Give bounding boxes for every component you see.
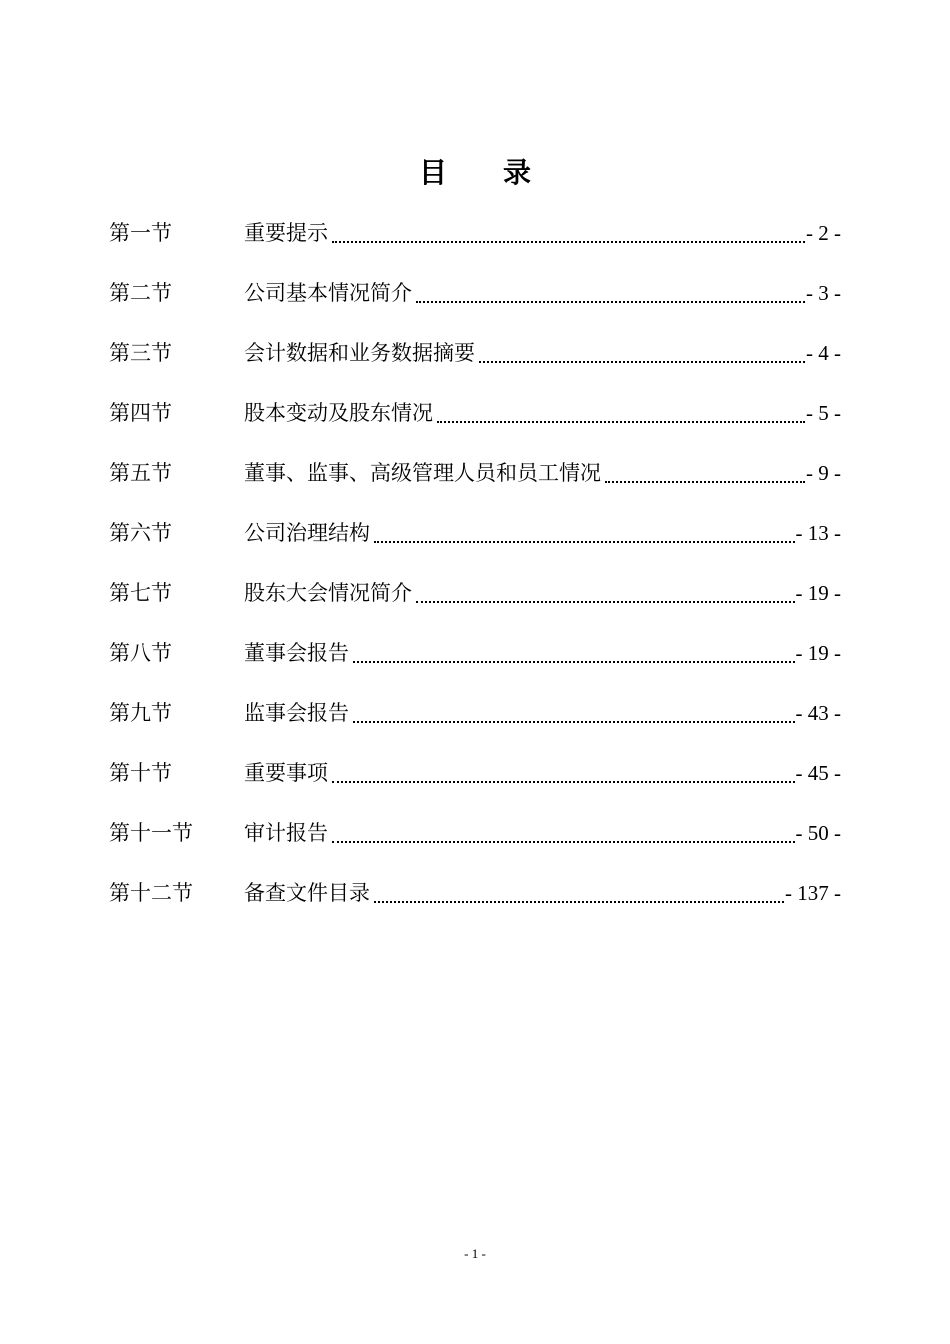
toc-section-title: 审计报告	[244, 821, 328, 845]
toc-page-number: - 137 -	[785, 881, 841, 905]
toc-entry-1[interactable]	[109, 192, 841, 252]
toc-section-number: 第一节	[109, 221, 172, 245]
toc-dot-leader	[332, 780, 795, 783]
toc-page-number: - 43 -	[795, 701, 841, 725]
toc-section-title: 重要提示	[244, 221, 328, 245]
toc-dot-leader	[416, 600, 795, 603]
toc-page-number: - 4 -	[806, 341, 841, 365]
toc-page-number: - 5 -	[806, 401, 841, 425]
toc-section-title: 重要事项	[244, 761, 328, 785]
toc-dot-leader	[479, 360, 805, 363]
toc-section-number: 第二节	[109, 281, 172, 305]
toc-entry-2[interactable]	[109, 252, 841, 312]
toc-entry-4[interactable]	[109, 372, 841, 432]
toc-dot-leader	[332, 240, 805, 243]
title-char-1: 目	[418, 155, 447, 189]
toc-section-title: 董事会报告	[244, 641, 349, 665]
toc-section-title: 监事会报告	[244, 701, 349, 725]
toc-entry-5[interactable]	[109, 432, 841, 492]
page-title	[0, 151, 950, 195]
title-char-2: 录	[503, 155, 532, 189]
toc-page-number: - 19 -	[795, 641, 841, 665]
toc-section-number: 第三节	[109, 341, 172, 365]
toc-page-number: - 19 -	[795, 581, 841, 605]
toc-page-number: - 45 -	[795, 761, 841, 785]
toc-section-title: 股东大会情况简介	[244, 581, 412, 605]
toc-dot-leader	[416, 300, 805, 303]
toc-section-number: 第十节	[109, 761, 172, 785]
toc-section-number: 第六节	[109, 521, 172, 545]
toc-page-number: - 13 -	[795, 521, 841, 545]
toc-section-number: 第十一节	[109, 821, 193, 845]
toc-dot-leader	[353, 660, 795, 663]
toc-page-number: - 3 -	[806, 281, 841, 305]
toc-dot-leader	[437, 420, 805, 423]
toc-dot-leader	[374, 900, 784, 903]
toc-page-number: - 2 -	[806, 221, 841, 245]
toc-entry-7[interactable]	[109, 552, 841, 612]
toc-dot-leader	[353, 720, 795, 723]
toc-section-number: 第九节	[109, 701, 172, 725]
toc-section-number: 第八节	[109, 641, 172, 665]
toc-section-title: 会计数据和业务数据摘要	[244, 341, 475, 365]
toc-page-number: - 9 -	[806, 461, 841, 485]
toc-entry-11[interactable]	[109, 792, 841, 852]
toc-entry-3[interactable]	[109, 312, 841, 372]
toc-page-number: - 50 -	[795, 821, 841, 845]
toc-entry-10[interactable]	[109, 732, 841, 792]
toc-section-title: 备查文件目录	[244, 881, 370, 905]
table-of-contents	[109, 192, 841, 912]
toc-section-number: 第十二节	[109, 881, 193, 905]
toc-section-title: 公司治理结构	[244, 521, 370, 545]
toc-entry-8[interactable]	[109, 612, 841, 672]
toc-dot-leader	[374, 540, 795, 543]
toc-section-title: 公司基本情况简介	[244, 281, 412, 305]
toc-entry-6[interactable]	[109, 492, 841, 552]
page-footer-number: - 1 -	[464, 1246, 486, 1261]
toc-entry-12[interactable]	[109, 852, 841, 912]
toc-section-title: 股本变动及股东情况	[244, 401, 433, 425]
toc-dot-leader	[605, 480, 805, 483]
toc-entry-9[interactable]	[109, 672, 841, 732]
toc-section-number: 第五节	[109, 461, 172, 485]
toc-section-number: 第七节	[109, 581, 172, 605]
toc-section-title: 董事、监事、高级管理人员和员工情况	[244, 461, 601, 485]
toc-dot-leader	[332, 840, 795, 843]
toc-section-number: 第四节	[109, 401, 172, 425]
